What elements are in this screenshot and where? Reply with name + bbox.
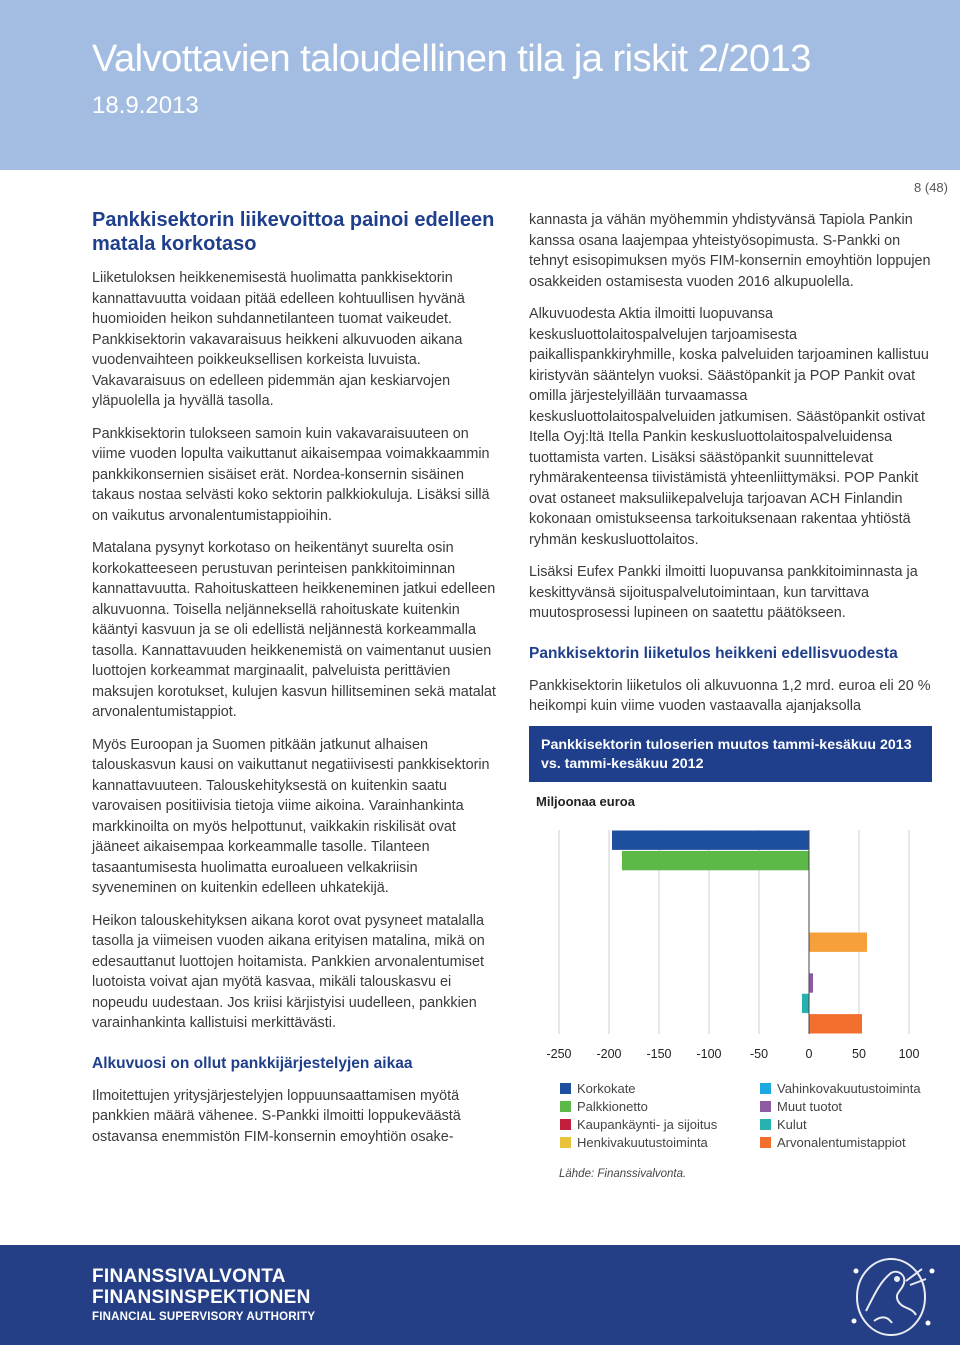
legend-swatch xyxy=(760,1101,771,1112)
footer-org-name-fi: FINANSSIVALVONTA xyxy=(92,1266,286,1287)
paragraph: Alkuvuodesta Aktia ilmoitti luopuvansa keskusluottolaitospalvelujen tarjoamisesta paikallispankkiryhmille, koska palveluiden tarjoaminen kallistuu kiristyvän sääntelyn vuoksi. Säästöpankit ja POP Pankit ovat omilla järjestelyillään turvaamassa keskusluottolaitospalveluiden jatkumisen. Säästöpankit ostivat Itella Oyj:ltä Itella Pankin keskusluottolaitospalveluidensa tuottamista varten. Lisäksi säästöpankit suunnittelevat ryhmärakenteensa tiivistämistä yhteenliittymäksi. POP Pankit ovat ostaneet maksuliikepalveluja tarjoavan ACH Finlandin kokonaan omistukseensa tarkoituksenaan rakentaa yhtiöstä ryhmän keskusluottolaitos. xyxy=(529,306,929,548)
legend-swatch xyxy=(760,1137,771,1148)
legend-swatch xyxy=(560,1083,571,1094)
x-tick-label: -150 xyxy=(646,1047,672,1061)
legend-label: Arvonalentumistappiot xyxy=(777,1135,906,1150)
legend-item xyxy=(760,1134,906,1151)
x-tick-label: -50 xyxy=(749,1047,769,1061)
legend-label: Muut tuotot xyxy=(777,1099,843,1114)
x-tick-label: -200 xyxy=(596,1047,622,1061)
header-banner xyxy=(0,0,960,170)
section-heading: Pankkisektorin liikevoittoa painoi edelleen matala korkotaso xyxy=(92,209,495,255)
legend-swatch xyxy=(760,1119,771,1130)
document-title: Valvottavien taloudellinen tila ja riskit 2/2013 xyxy=(92,38,811,80)
chart-title-box xyxy=(529,726,932,782)
legend-item xyxy=(760,1116,807,1133)
bar xyxy=(809,973,813,992)
bar xyxy=(809,933,867,952)
legend-label: Henkivakuutustoiminta xyxy=(577,1135,708,1150)
chart-unit-label: Miljoonaa euroa xyxy=(536,794,635,809)
x-tick-label: 100 xyxy=(898,1047,920,1061)
right-column xyxy=(529,210,934,729)
footer-org-name-en: FINANCIAL SUPERVISORY AUTHORITY xyxy=(92,1311,316,1323)
bar xyxy=(802,994,809,1013)
legend-label: Kulut xyxy=(777,1117,807,1132)
legend-label: Kaupankäynti- ja sijoitus xyxy=(577,1117,718,1132)
legend-item xyxy=(560,1134,708,1151)
subsection-heading: Alkuvuosi on ollut pankkijärjestelyjen aikaa xyxy=(92,1054,413,1072)
bar-chart xyxy=(529,812,929,1072)
document-date: 18.9.2013 xyxy=(92,92,199,119)
legend-label: Palkkionetto xyxy=(577,1099,648,1114)
legend-label: Korkokate xyxy=(577,1081,636,1096)
legend-item xyxy=(760,1080,921,1097)
x-tick-label: 50 xyxy=(852,1047,866,1061)
paragraph: Liiketuloksen heikkenemisestä huolimatta pankkisektorin kannattavuutta voidaan pitää edelleen kohtuullisen hyvänä huomioiden heikon suhdannetilanteen tuomat vaikeudet. Pankkisektorin vakavaraisuus heikkeni alkuvuoden aikana vuodenvaihteen poikkeuksellisen korkeista luvuista. Vakavaraisuus on edelleen pidemmän ajan keskiarvojen yläpuolella ja hyvällä tasolla. xyxy=(92,270,465,409)
paragraph: kannasta ja vähän myöhemmin yhdistyvänsä Tapiola Pankin kanssa osana laajempaa yhteistyösopimusta. S-Pankki on tehnyt esisopimuksen myös FIM-konsernin emoyhtiön loppujen osakkeiden ostamisesta vuoden 2016 alkupuolella. xyxy=(529,212,931,290)
legend-swatch xyxy=(760,1083,771,1094)
bar xyxy=(809,1014,862,1033)
legend-swatch xyxy=(560,1101,571,1112)
paragraph: Matalana pysynyt korkotaso on heikentänyt suurelta osin korkokatteeseen perustuvan perinteisen pankkitoiminnan kannattavuutta. Rahoituskatteen heikkeneminen jatkui edelleen alkuvuonna. Toisella neljänneksellä rahoituskate kuitenkin kääntyi kasvuun ja se oli edellistä neljännestä korkeammalla tasolla. Kannattavuuden heikkenemistä on vaimentanut uusien luottojen korkeammat marginaalit, palveluista perittävien maksujen korotukset, kulujen kasvun hillitseminen sekä matalat arvonalentumistappiot. xyxy=(92,540,496,720)
x-tick-label: 0 xyxy=(805,1047,813,1061)
legend-item xyxy=(560,1116,717,1133)
legend-swatch xyxy=(560,1137,571,1148)
lion-emblem-icon xyxy=(836,1251,946,1341)
paragraph: Heikon talouskehityksen aikana korot ovat pysyneet matalalla tasolla ja viimeisen vuoden aikana erityisen matalina, mikä on edesauttanut luottojen hoitamista. Pankkien arvonalentumiset luotoista voivat ajan myötä kasvaa, mikäli talouskasvu ei nopeudu uudestaan. Jos kriisi kärjistyisi uudelleen, pankkien varainhankinta kallistuisi merkittävästi. xyxy=(92,912,485,1031)
bar xyxy=(622,851,809,870)
legend-swatch xyxy=(560,1119,571,1130)
bar xyxy=(612,831,809,850)
left-column xyxy=(92,208,500,1159)
footer-org-name-sv: FINANSINSPEKTIONEN xyxy=(92,1287,311,1308)
paragraph: Myös Euroopan ja Suomen pitkään jatkunut alhaisen talouskasvun kausi on vaikuttanut negatiivisesti pankkisektorin kannattavuuteen. Talouskehityksestä on kuitenkin saatu varovaisen positiivisia tietoja viime aikoina. Varainhankinta markkinoilta on myös helpottunut, vaikkakin riskilisät ovat jääneet aikaisempaa korkeammalle tasolle. Tilanteen tasaantumisesta huolimatta euroalueen velkakriisin syveneminen on kuitenkin edelleen uhkatekijä. xyxy=(92,736,490,896)
paragraph: Lisäksi Eufex Pankki ilmoitti luopuvansa pankkitoiminnasta ja keskittyvänsä sijoituspalvelutoimintaan, kun tarvittava muutosprosessi lupineen on saatettu päätökseen. xyxy=(529,564,918,621)
chart-title: Pankkisektorin tuloserien muutos tammi-kesäkuu 2013 vs. tammi-kesäkuu 2012 xyxy=(541,737,912,772)
chart-source: Lähde: Finanssivalvonta. xyxy=(559,1168,687,1180)
legend-label: Vahinkovakuutustoiminta xyxy=(777,1081,921,1096)
paragraph: Pankkisektorin liiketulos oli alkuvuonna 1,2 mrd. euroa eli 20 % heikompi kuin viime vuoden vastaavalla ajanjaksolla xyxy=(529,677,931,714)
x-tick-label: -250 xyxy=(546,1047,572,1061)
legend-item xyxy=(760,1098,842,1115)
page-number: 8 (48) xyxy=(914,180,948,195)
subsection-heading: Pankkisektorin liiketulos heikkeni edellisvuodesta xyxy=(529,644,898,662)
paragraph: Ilmoitettujen yritysjärjestelyjen loppuunsaattamisen myötä pankkien määrä vähenee. S-Pankki ilmoitti loppukeväästä ostavansa enemmistön FIM-konsernin emoyhtiön osake- xyxy=(92,1087,461,1145)
x-tick-label: -100 xyxy=(696,1047,722,1061)
legend-item xyxy=(560,1080,636,1097)
paragraph: Pankkisektorin tulokseen samoin kuin vakavaraisuuteen on viime vuoden lopulta vaikuttanut aikaisempaa voimakkaammin pankkikonsernien sisäiset erät. Nordea-konsernin sisäinen takaus nostaa selvästi koko sektorin palkkiokuluja. Lisäksi sillä on vaikutus arvonalentumistappioihin. xyxy=(92,425,490,524)
footer-banner xyxy=(0,1245,960,1345)
legend-item xyxy=(560,1098,648,1115)
